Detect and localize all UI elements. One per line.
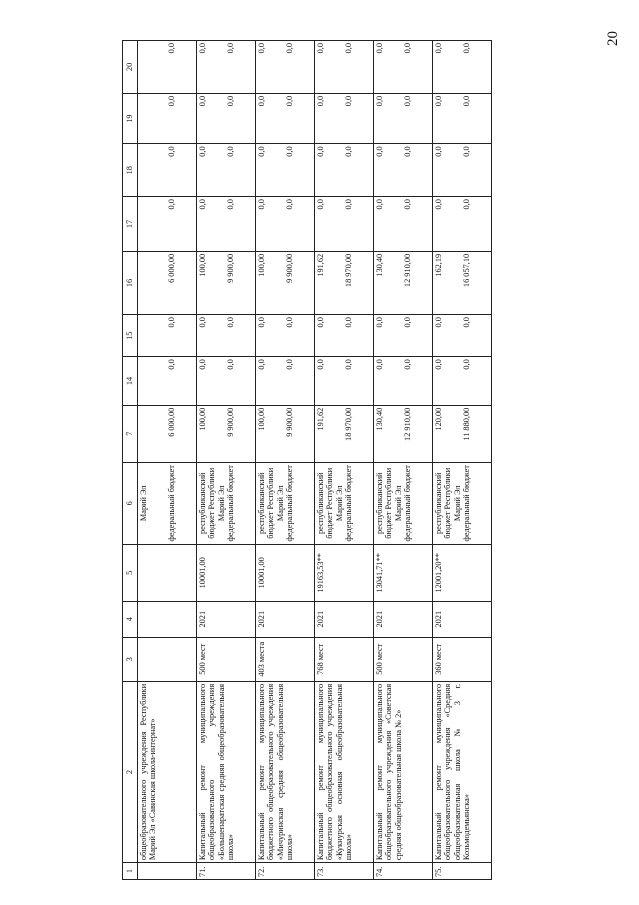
amount: 0,0 [375, 317, 384, 328]
value-cell [256, 405, 315, 462]
value-cell [315, 144, 374, 197]
capacity-cell: 768 мест [315, 637, 374, 681]
column-header: 15 [123, 315, 138, 357]
amount: 9 900,00 [285, 253, 294, 283]
page-number: 20 [605, 31, 621, 46]
amount: 0,0 [285, 146, 294, 157]
value-cell [315, 93, 374, 144]
amount: 18 970,00 [344, 407, 353, 441]
column-header: 7 [123, 405, 138, 462]
source-cell [197, 462, 256, 544]
amount: 0,0 [344, 43, 353, 54]
value-cell [433, 197, 492, 252]
value-cell [374, 251, 433, 314]
year-cell: 2021 [256, 601, 315, 637]
value-cell [256, 197, 315, 252]
amount [139, 96, 167, 142]
value-cell [197, 315, 256, 357]
amount: 0,0 [434, 43, 443, 54]
row-number-cell: 74. [374, 863, 433, 880]
value-cell [197, 93, 256, 144]
funding-source: федеральный бюджет [226, 465, 235, 542]
value-cell [374, 315, 433, 357]
amount: 0,0 [226, 43, 235, 54]
amount: 162,19 [434, 253, 443, 277]
amount: 0,0 [375, 199, 384, 210]
object-name-cell: Капитальный ремонт муниципального общеобразовательного учреждения «Средняя общеобразовательная школа № 3 г. Козьмодемьянска» [433, 681, 492, 862]
value-cell [315, 197, 374, 252]
funding-source: республиканский бюджет Республики Марий Эл [257, 467, 285, 539]
amount: 12 910,00 [403, 407, 412, 441]
amount: 0,0 [257, 146, 266, 157]
funding-source: федеральный бюджет [403, 465, 412, 542]
cost-cell: 13041,71** [374, 544, 433, 601]
amount: 0,0 [167, 359, 176, 370]
amount: 0,0 [434, 359, 443, 370]
amount: 100,00 [198, 407, 207, 431]
funding-source: республиканский бюджет Республики Марий Эл [375, 467, 403, 539]
funding-source: Марий Эл [139, 485, 148, 522]
table-row [197, 41, 256, 880]
amount: 0,0 [226, 146, 235, 157]
amount: 0,0 [316, 146, 325, 157]
amount: 0,0 [285, 199, 294, 210]
carry-over-row [138, 41, 197, 880]
amount: 120,00 [434, 407, 443, 431]
column-header: 18 [123, 144, 138, 197]
amount: 0,0 [462, 146, 471, 157]
value-cell [315, 405, 374, 462]
value-cell [138, 315, 197, 357]
amount: 0,0 [226, 95, 235, 107]
amount: 191,62 [316, 407, 325, 431]
amount [139, 146, 167, 194]
value-cell [138, 251, 197, 314]
column-number-row [123, 41, 138, 880]
value-cell [138, 41, 197, 94]
value-cell [197, 357, 256, 405]
value-cell [138, 144, 197, 197]
amount: 100,00 [198, 253, 207, 277]
amount: 0,0 [403, 199, 412, 210]
amount: 11 880,00 [462, 407, 471, 441]
amount: 0,0 [285, 317, 294, 328]
amount: 0,0 [285, 43, 294, 54]
amount: 0,0 [167, 317, 176, 328]
amount: 16 057,10 [462, 253, 471, 288]
amount: 0,0 [316, 95, 325, 107]
amount: 0,0 [375, 359, 384, 370]
amount: 0,0 [434, 317, 443, 328]
value-cell [433, 357, 492, 405]
amount: 0,0 [403, 359, 412, 370]
source-cell [256, 462, 315, 544]
column-header: 20 [123, 41, 138, 94]
value-cell [315, 315, 374, 357]
value-cell [374, 41, 433, 94]
amount [139, 359, 167, 402]
amount: 100,00 [257, 407, 266, 431]
amount: 0,0 [462, 95, 471, 107]
amount: 100,00 [257, 253, 266, 277]
amount [139, 43, 167, 91]
row-number-cell: 72. [256, 863, 315, 880]
source-cell [374, 462, 433, 544]
amount: 0,0 [403, 95, 412, 107]
capacity-cell: 403 места [256, 637, 315, 681]
budget-table-sheet [122, 40, 532, 880]
value-cell [256, 315, 315, 357]
amount: 0,0 [403, 43, 412, 54]
amount: 0,0 [344, 359, 353, 370]
value-cell [374, 405, 433, 462]
amount: 0,0 [257, 317, 266, 328]
amount: 0,0 [403, 317, 412, 328]
capacity-cell: 500 мест [197, 637, 256, 681]
source-cell [433, 462, 492, 544]
object-name-cell: Капитальный ремонт муниципального бюджетного общеобразовательного учреждения «Кукнурская основная общеобразовательная школа» [315, 681, 374, 862]
value-cell [315, 251, 374, 314]
value-cell [374, 93, 433, 144]
row-number-cell: 73. [315, 863, 374, 880]
amount: 9 900,00 [226, 253, 235, 283]
funding-source: республиканский бюджет Республики Марий Эл [316, 467, 344, 539]
amount: 0,0 [434, 95, 443, 107]
value-cell [256, 41, 315, 94]
table-row [315, 41, 374, 880]
object-name-cell: Капитальный ремонт муниципального общеобразовательного учреждения «Большепаратская средняя общеобразовательная школа» [197, 681, 256, 862]
amount: 0,0 [198, 95, 207, 107]
amount: 0,0 [434, 146, 443, 157]
table-row [374, 41, 433, 880]
amount: 0,0 [198, 43, 207, 54]
amount: 0,0 [198, 359, 207, 370]
column-header: 4 [123, 601, 138, 637]
value-cell [433, 315, 492, 357]
table-row [433, 41, 492, 880]
amount [139, 317, 167, 354]
value-cell [433, 405, 492, 462]
funding-source: федеральный бюджет [462, 465, 471, 542]
amount: 0,0 [434, 199, 443, 210]
value-cell [433, 144, 492, 197]
value-cell [138, 197, 197, 252]
value-cell [197, 251, 256, 314]
value-cell [374, 357, 433, 405]
value-cell [197, 144, 256, 197]
amount: 0,0 [403, 146, 412, 157]
amount: 12 910,00 [403, 253, 412, 288]
capacity-cell: 500 мест [374, 637, 433, 681]
capacity-cell [138, 637, 197, 681]
object-name-cell: Капитальный ремонт муниципального бюджетного общеобразовательного учреждения «Мичуринская средняя общеобразовательная школа» [256, 681, 315, 862]
amount: 0,0 [316, 43, 325, 54]
capacity-cell: 360 мест [433, 637, 492, 681]
year-cell: 2021 [197, 601, 256, 637]
amount: 0,0 [257, 95, 266, 107]
funding-source: федеральный бюджет [285, 465, 294, 542]
amount: 0,0 [344, 317, 353, 328]
amount: 0,0 [226, 199, 235, 210]
row-number-cell [138, 863, 197, 880]
amount: 0,0 [375, 43, 384, 54]
value-cell [256, 93, 315, 144]
budget-table [122, 40, 492, 880]
amount: 0,0 [226, 317, 235, 328]
amount [139, 199, 167, 249]
column-header: 6 [123, 462, 138, 544]
funding-source: республиканский бюджет Республики Марий Эл [434, 467, 462, 539]
amount: 0,0 [167, 43, 176, 54]
amount: 130,40 [375, 407, 384, 431]
amount [139, 254, 167, 312]
amount: 0,0 [198, 146, 207, 157]
object-name-cell: Капитальный ремонт муниципального общеобразовательного учреждения «Советская средняя общеобразовательная школа № 2» [374, 681, 433, 862]
amount: 9 900,00 [226, 407, 235, 437]
amount: 0,0 [257, 359, 266, 370]
amount: 0,0 [344, 95, 353, 107]
value-cell [315, 357, 374, 405]
value-cell [197, 41, 256, 94]
amount: 0,0 [257, 199, 266, 210]
value-cell [374, 144, 433, 197]
value-cell [433, 41, 492, 94]
amount: 0,0 [344, 199, 353, 210]
cost-cell: 10001,00 [256, 544, 315, 601]
year-cell: 2021 [374, 601, 433, 637]
table-row [256, 41, 315, 880]
column-header: 14 [123, 357, 138, 405]
amount [139, 408, 167, 460]
value-cell [256, 144, 315, 197]
funding-source: республиканский бюджет Республики Марий Эл [198, 467, 226, 539]
value-cell [256, 357, 315, 405]
amount: 0,0 [316, 199, 325, 210]
year-cell: 2021 [433, 601, 492, 637]
cost-cell: 19163,53** [315, 544, 374, 601]
amount: 191,62 [316, 253, 325, 277]
object-name-cell: общеобразовательного учреждения Республики Марий Эл «Савинская школа-интернат» [138, 681, 197, 862]
amount: 6 000,00 [167, 253, 176, 283]
source-cell [138, 462, 197, 544]
amount: 0,0 [167, 199, 176, 210]
amount: 0,0 [462, 43, 471, 54]
amount: 0,0 [462, 359, 471, 370]
value-cell [197, 197, 256, 252]
amount: 0,0 [316, 359, 325, 370]
amount: 0,0 [344, 146, 353, 157]
amount: 6 000,00 [167, 407, 176, 437]
cost-cell [138, 544, 197, 601]
amount: 0,0 [226, 359, 235, 370]
amount: 0,0 [375, 95, 384, 107]
column-header: 17 [123, 197, 138, 252]
source-cell [315, 462, 374, 544]
funding-source: федеральный бюджет [344, 465, 353, 542]
amount: 18 970,00 [344, 253, 353, 288]
amount: 0,0 [285, 359, 294, 370]
amount: 130,40 [375, 253, 384, 277]
amount: 9 900,00 [285, 407, 294, 437]
amount: 0,0 [167, 95, 176, 107]
value-cell [138, 357, 197, 405]
amount: 0,0 [462, 317, 471, 328]
funding-source: федеральный бюджет [167, 465, 176, 542]
value-cell [315, 41, 374, 94]
value-cell [256, 251, 315, 314]
year-cell: 2021 [315, 601, 374, 637]
row-number-cell: 71. [197, 863, 256, 880]
value-cell [433, 93, 492, 144]
amount: 0,0 [198, 199, 207, 210]
value-cell [433, 251, 492, 314]
amount: 0,0 [198, 317, 207, 328]
column-header: 5 [123, 544, 138, 601]
column-header: 19 [123, 93, 138, 144]
amount: 0,0 [257, 43, 266, 54]
cost-cell: 10001,00 [197, 544, 256, 601]
year-cell [138, 601, 197, 637]
column-header: 16 [123, 251, 138, 314]
column-header: 1 [123, 863, 138, 880]
amount: 0,0 [285, 95, 294, 107]
value-cell [374, 197, 433, 252]
row-number-cell: 75. [433, 863, 492, 880]
amount: 0,0 [375, 146, 384, 157]
value-cell [138, 93, 197, 144]
amount: 0,0 [316, 317, 325, 328]
value-cell [138, 405, 197, 462]
column-header: 2 [123, 681, 138, 862]
amount: 0,0 [462, 199, 471, 210]
value-cell [197, 405, 256, 462]
column-header: 3 [123, 637, 138, 681]
amount: 0,0 [167, 146, 176, 157]
cost-cell: 12001,20** [433, 544, 492, 601]
